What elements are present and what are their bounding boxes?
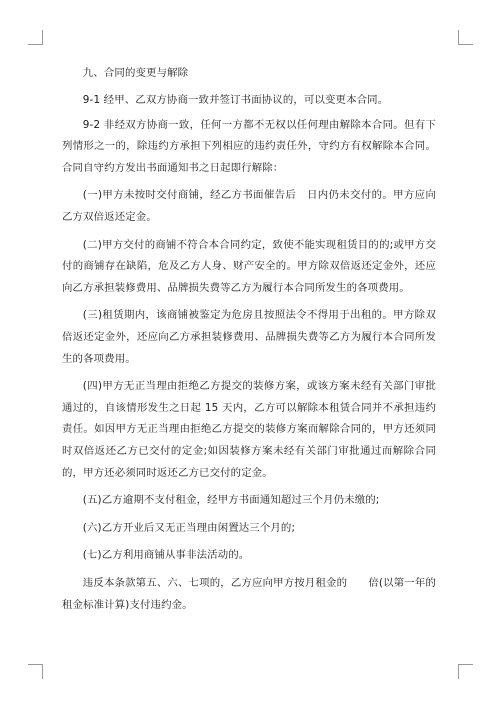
paragraph-9-2: 9-2 非经双方协商一致，任何一方都不无权以任何理由解除本合同。但有下列情形之一的，除违约方承担下列相应的违约责任外，守约方有权解除本合同。合同自守约方发出书面通知书之日起即行解除： <box>62 118 436 174</box>
clause-1: (一)甲方未按时交付商铺，经乙方书面催告后 日内仍未交付的。甲方应向乙方双倍返还定金。 <box>62 189 436 224</box>
clause-2: (二)甲方交付的商铺不符合本合同约定，致使不能实现租赁目的的;或甲方交付的商铺存在缺陷，危及乙方人身、财产安全的。甲方除双倍返还定金外，还应向乙方承担装修费用、品牌损失费等乙方为履行本合同所发生的各项费用。 <box>62 238 436 294</box>
crop-mark-bottom-left <box>28 664 43 679</box>
penalty-paragraph: 违反本条款第五、六、七项的，乙方应向甲方按月租金的 倍(以第一年的租金标准计算)支付违约金。 <box>62 576 436 611</box>
crop-mark-top-left <box>28 30 43 45</box>
document-body <box>62 63 436 620</box>
clause-7: (七)乙方利用商铺从事非法活动的。 <box>82 549 250 562</box>
paragraph-9-1: 9-1 经甲、乙双方协商一致并签订书面协议的，可以变更本合同。 <box>82 93 389 106</box>
clause-3: (三)租赁期内，该商铺被鉴定为危房且按照法令不得用于出租的。甲方除双倍返还定金外，还应向乙方承担装修费用、品牌损失费等乙方为履行本合同所发生的各项费用。 <box>62 309 436 365</box>
section-title: 九、合同的变更与解除 <box>82 67 189 79</box>
crop-mark-bottom-right <box>458 664 473 679</box>
clause-6: (六)乙方开业后又无正当理由闲置达三个月的; <box>82 521 296 534</box>
crop-mark-top-right <box>458 30 473 45</box>
clause-5: (五)乙方逾期不支付租金，经甲方书面通知超过三个月仍未缴的; <box>82 494 380 507</box>
clause-4: (四)甲方无正当理由拒绝乙方提交的装修方案，或该方案未经有关部门审批通过的，自该情形发生之日起 15 天内，乙方可以解除本租赁合同并不承担违约责任。如因甲方无正当理由拒绝乙方提交的装修方案而解除合同的，甲方还须同时双倍返还乙方已交付的定金;如因装修方案未经有关部门审批通过而解除合同的，甲方还必须同时返还乙方已交付的定金。 <box>62 380 436 479</box>
